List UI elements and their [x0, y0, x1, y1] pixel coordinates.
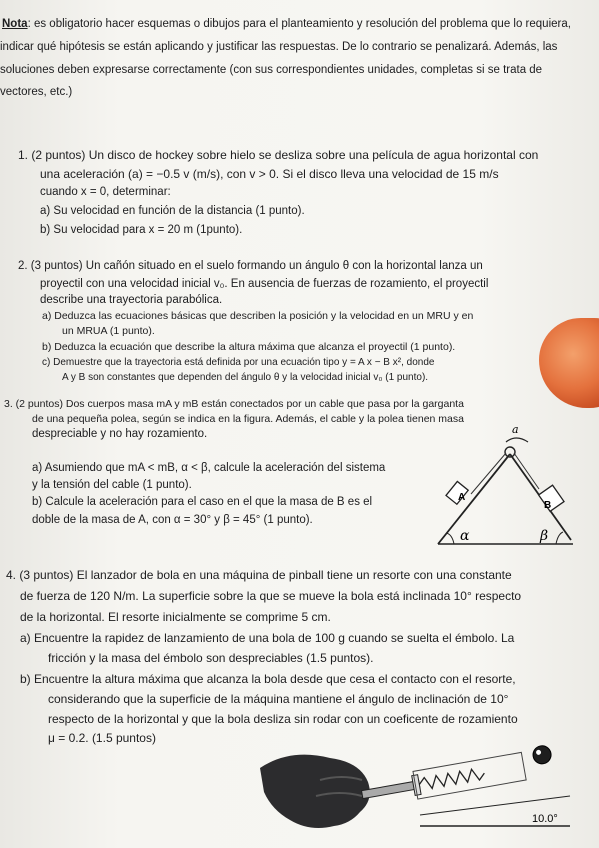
cable-left: [471, 453, 506, 494]
notice-line-3: soluciones deben expresarse correctamente (con sus correspondientes unidades, completas si se trata de: [0, 64, 543, 76]
q1-part-b: b) Su velocidad para x = 20 m (1punto).: [40, 224, 243, 236]
notice-line-1: [2, 18, 571, 30]
q4-part-b-3: respecto de la horizontal y que la bola desliza sin rodar con un coeficente de rozamiento: [48, 712, 518, 726]
block-b: [539, 485, 564, 511]
angle-label: 10.0°: [532, 813, 558, 825]
notice-line-2: indicar qué hipótesis se están aplicando y justificar las respuestas. De lo contrario se penalizará. Además, las: [0, 41, 558, 53]
q4-line-2: de fuerza de 120 N/m. La superficie sobre la que se mueve la bola está inclinada 10° respecto: [20, 589, 522, 603]
alpha-arc: [446, 533, 454, 544]
beta-arc: [556, 532, 563, 544]
accel-label: a: [512, 423, 519, 436]
beta-label: β: [540, 528, 549, 544]
q4-part-a-1: a) Encuentre la rapidez de lanzamiento de una bola de 100 g cuando se suelta el émbolo. La: [20, 631, 515, 645]
block-b-label: B: [544, 500, 552, 511]
q3-part-a-1: a) Asumiendo que mA < mB, α < β, calcule la aceleración del sistema: [32, 462, 386, 474]
notice-text: : es obligatorio hacer esquemas o dibujos para el planteamiento y resolución del problema que lo requiera,: [27, 18, 571, 30]
notice-label: Nota: [2, 18, 28, 30]
finger-photo-artifact: [539, 318, 599, 408]
q2-line-1: 2. (3 puntos) Un cañón situado en el suelo formando un ángulo θ con la horizontal lanza un: [18, 260, 483, 272]
q4-part-b-1: b) Encuentre la altura máxima que alcanza la bola desde que cesa el contacto con el resorte,: [20, 672, 516, 686]
accel-arrow-icon: [506, 438, 528, 442]
q4-part-b-4: μ = 0.2. (1.5 puntos): [48, 731, 156, 745]
q4-line-3: de la horizontal. El resorte inicialmente se comprime 5 cm.: [20, 610, 331, 624]
alpha-label: α: [460, 528, 470, 544]
q3-part-b-2: doble de la masa de A, con α = 30° y β = 45° (1 punto).: [32, 514, 313, 526]
q4-line-1: 4. (3 puntos) El lanzador de bola en una máquina de pinball tiene un resorte con una constante: [6, 568, 512, 582]
q3-line-1: 3. (2 puntos) Dos cuerpos masa mA y mB están conectados por un cable que pasa por la garganta: [4, 398, 464, 410]
left-slope: [438, 454, 510, 544]
q2-part-a-2: un MRUA (1 punto).: [62, 325, 155, 337]
q4-part-a-2: fricción y la masa del émbolo son despreciables (1.5 puntos).: [48, 651, 374, 665]
q1-part-a: a) Su velocidad en función de la distancia (1 punto).: [40, 205, 305, 217]
q2-line-2: proyectil con una velocidad inicial v₀. En ausencia de fuerzas de rozamiento, el proyectil: [40, 278, 489, 290]
q1-line-2: una aceleración (a) = −0.5 v (m/s), con v > 0. Si el disco lleva una velocidad de 15 m/s: [40, 167, 499, 181]
ball-icon: [532, 744, 553, 765]
q1-line-3: cuando x = 0, determinar:: [40, 186, 171, 198]
q3-part-a-2: y la tensión del cable (1 punto).: [32, 479, 192, 491]
spring-icon: [418, 767, 485, 790]
q3-part-b-1: b) Calcule la aceleración para el caso en el que la masa de B es el: [32, 496, 373, 508]
notice-line-4: vectores, etc.): [0, 86, 73, 98]
q1-line-1: 1. (2 puntos) Un disco de hockey sobre hielo se desliza sobre una película de agua horizontal con: [18, 148, 539, 162]
q2-part-a-1: a) Deduzca las ecuaciones básicas que describen la posición y la velocidad en un MRU y en: [42, 310, 474, 322]
pinball-launcher-figure: [250, 740, 580, 840]
q3-line-3: despreciable y no hay rozamiento.: [32, 428, 208, 440]
cable-right: [514, 453, 539, 489]
q3-line-2: de una pequeña polea, según se indica en la figura. Además, el cable y la polea tienen masa: [32, 413, 464, 425]
q2-part-b: b) Deduzca la ecuación que describe la altura máxima que alcanza el proyectil (1 punto).: [42, 341, 456, 353]
q2-line-3: describe una trayectoria parabólica.: [40, 294, 223, 306]
q2-part-c-2: A y B son constantes que dependen del ángulo θ y la velocidad inicial v₀ (1 punto).: [62, 372, 429, 383]
q2-part-c-1: c) Demuestre que la trayectoria está definida por una ecuación tipo y = A x − B x², donde: [42, 357, 435, 368]
plunger-rod: [362, 781, 421, 799]
block-a-label: A: [458, 492, 466, 503]
hand-icon: [260, 755, 370, 828]
q4-part-b-2: considerando que la superficie de la máquina mantiene el ángulo de inclinación de 10°: [48, 692, 509, 706]
incline-pulley-figure: [428, 422, 578, 552]
